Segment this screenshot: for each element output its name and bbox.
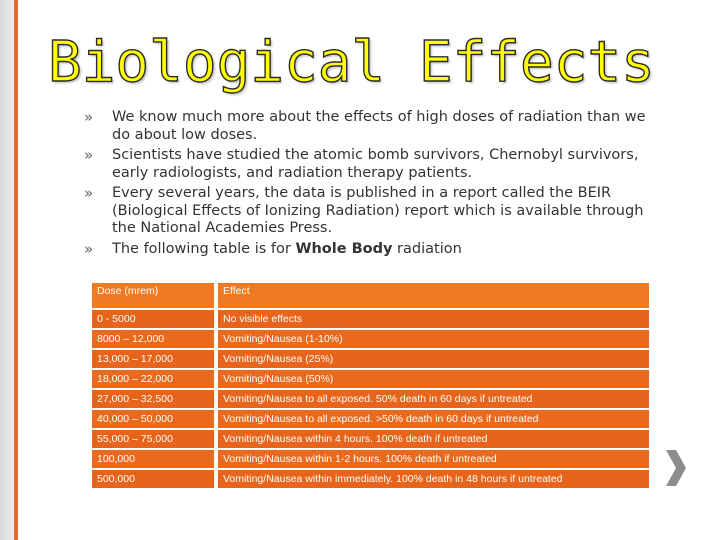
dose-cell: 55,000 – 75,000 [92,430,218,448]
dose-cell: 13,000 – 17,000 [92,350,218,368]
effect-cell: Vomiting/Nausea (50%) [218,370,649,388]
bullet-item [84,109,664,144]
table-row [92,410,649,428]
effect-cell: Vomiting/Nausea within 4 hours. 100% death if untreated [218,430,649,448]
chevron-right-icon[interactable] [662,448,688,488]
dose-cell: 40,000 – 50,000 [92,410,218,428]
effect-cell: Vomiting/Nausea within 1-2 hours. 100% death if untreated [218,450,649,468]
effect-cell: Vomiting/Nausea (25%) [218,350,649,368]
header-effect: Effect [218,283,649,308]
table-row [92,330,649,348]
bullet-text-bold: Whole Body [295,240,393,257]
dose-cell: 0 - 5000 [92,310,218,328]
effect-cell: Vomiting/Nausea to all exposed. >50% death in 60 days if untreated [218,410,649,428]
table-row [92,370,649,388]
bullet-item [84,241,664,259]
table-row [92,390,649,408]
header-dose: Dose (mrem) [92,283,218,308]
double-chevron-right-icon: » [84,146,94,164]
bullet-text: radiation [392,240,462,257]
dose-cell: 8000 – 12,000 [92,330,218,348]
bullet-list [84,109,664,261]
table-row [92,450,649,468]
double-chevron-right-icon: » [84,108,94,126]
dose-cell: 18,000 – 22,000 [92,370,218,388]
bullet-text: The following table is for [112,240,296,257]
table-row [92,350,649,368]
bullet-text: Every several years, the data is published in a report called the BEIR (Biological Effects of Ionizing Radiation) report which is available through the National Academies Press. [112,185,644,236]
dose-cell: 500,000 [92,470,218,488]
effect-cell: Vomiting/Nausea within immediately. 100% death in 48 hours if untreated [218,470,649,488]
effect-cell: Vomiting/Nausea (1-10%) [218,330,649,348]
table-row [92,310,649,328]
dose-effects-table [92,281,649,490]
table-row [92,430,649,448]
table-row [92,470,649,488]
table-header-row [92,283,649,308]
dose-cell: 27,000 – 32,500 [92,390,218,408]
bullet-text: We know much more about the effects of high doses of radiation than we do about low doses. [112,109,646,143]
double-chevron-right-icon: » [84,184,94,202]
bullet-item [84,185,664,238]
left-accent-stripe [14,0,18,540]
effect-cell: Vomiting/Nausea to all exposed. 50% death in 60 days if untreated [218,390,649,408]
bullet-item [84,147,664,182]
bullet-text: Scientists have studied the atomic bomb survivors, Chernobyl survivors, early radiologists, and radiation therapy patients. [112,147,639,181]
slide-title: Biological Effects [48,30,655,95]
dose-cell: 100,000 [92,450,218,468]
effect-cell: No visible effects [218,310,649,328]
double-chevron-right-icon: » [84,239,94,258]
